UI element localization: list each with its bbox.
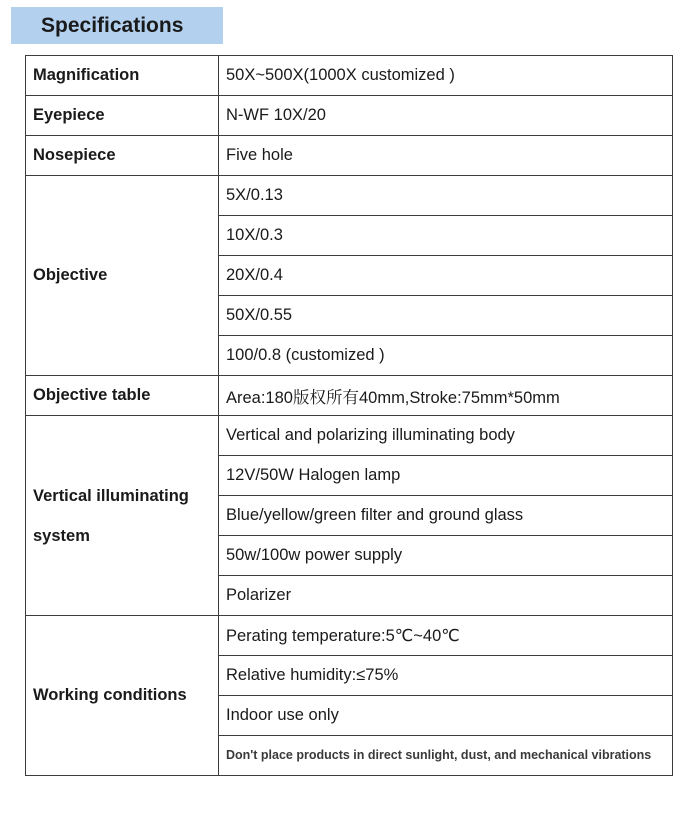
spec-label-line: system: [33, 526, 90, 545]
spec-value: 50X/0.55: [219, 296, 673, 336]
spec-label-line: Vertical illuminating: [33, 486, 189, 505]
table-row-objective: [26, 176, 673, 216]
spec-value: Polarizer: [219, 576, 673, 616]
table-row-objective-table: [26, 376, 673, 416]
table-row-vertical-illuminating: [26, 416, 673, 456]
spec-value: Indoor use only: [219, 696, 673, 736]
spec-value: 50X~500X(1000X customized ): [219, 56, 673, 96]
spec-value: Relative humidity:≤75%: [219, 656, 673, 696]
spec-label: Objective table: [26, 376, 219, 416]
spec-value: 100/0.8 (customized ): [219, 336, 673, 376]
spec-value: Area:180版权所有40mm,Stroke:75mm*50mm: [219, 376, 673, 416]
spec-value: Vertical and polarizing illuminating body: [219, 416, 673, 456]
section-title: Specifications: [11, 7, 223, 44]
spec-value: N-WF 10X/20: [219, 96, 673, 136]
spec-label: Magnification: [26, 56, 219, 96]
spec-value: 10X/0.3: [219, 216, 673, 256]
table-row-magnification: [26, 56, 673, 96]
spec-value: 12V/50W Halogen lamp: [219, 456, 673, 496]
spec-value: 50w/100w power supply: [219, 536, 673, 576]
spec-value: Blue/yellow/green filter and ground glass: [219, 496, 673, 536]
spec-label: Objective: [26, 176, 219, 376]
spec-value: 20X/0.4: [219, 256, 673, 296]
spec-label: Nosepiece: [26, 136, 219, 176]
spec-label: Working conditions: [26, 616, 219, 776]
table-row-eyepiece: [26, 96, 673, 136]
spec-value: 5X/0.13: [219, 176, 673, 216]
spec-value: Perating temperature:5℃~40℃: [219, 616, 673, 656]
spec-note: Don't place products in direct sunlight, dust, and mechanical vibrations: [219, 736, 673, 776]
table-row-nosepiece: [26, 136, 673, 176]
spec-label: Eyepiece: [26, 96, 219, 136]
specifications-table: [25, 55, 673, 776]
spec-value: Five hole: [219, 136, 673, 176]
table-row-working-conditions: [26, 616, 673, 656]
spec-label: [26, 416, 219, 616]
